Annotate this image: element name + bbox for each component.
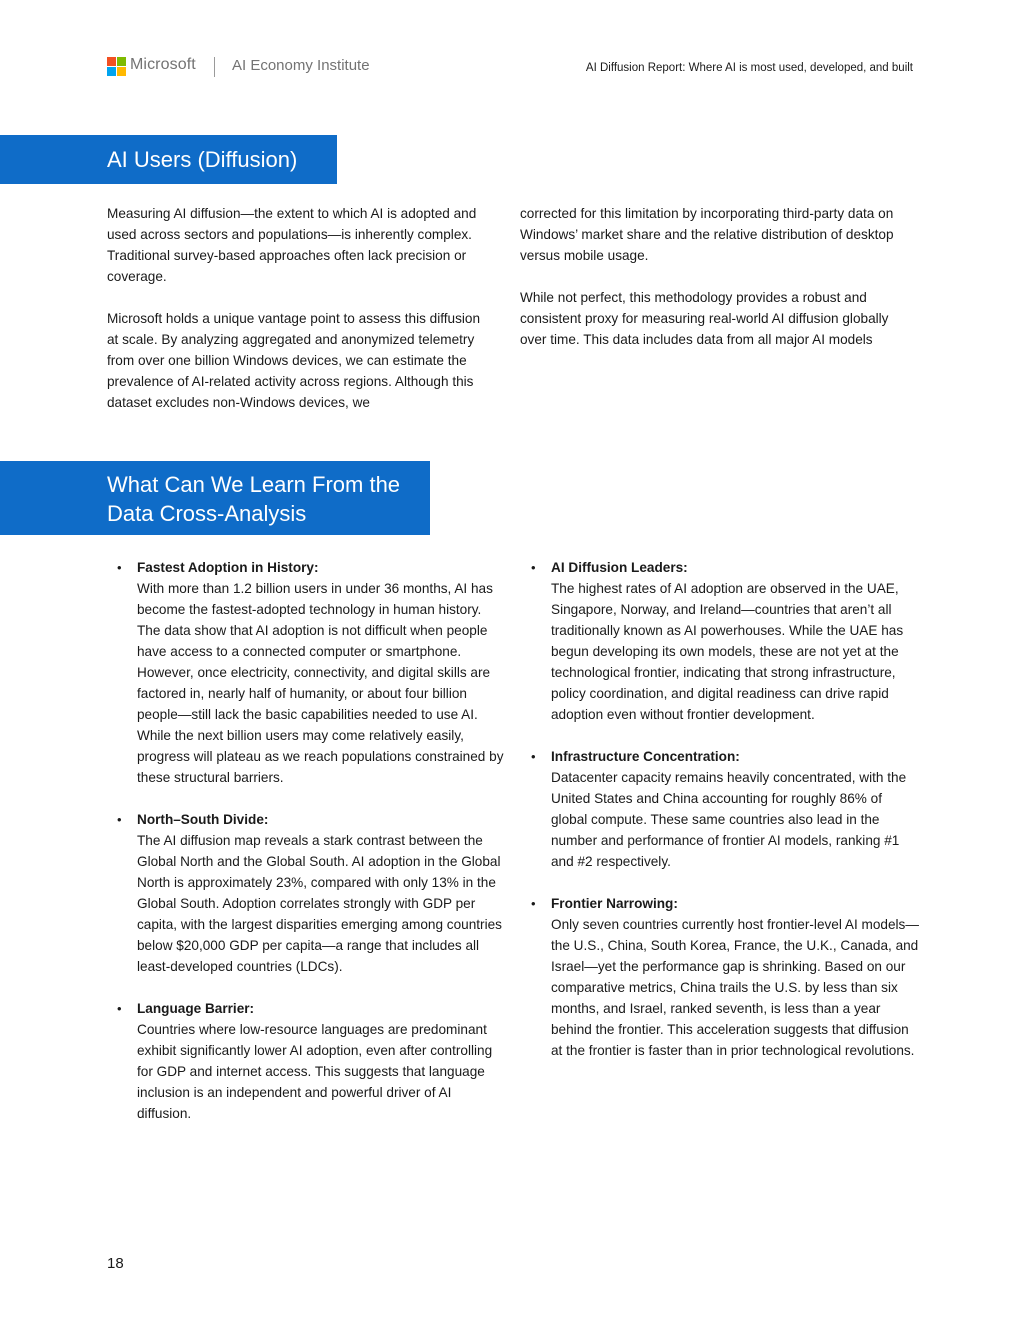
intro-paragraph: corrected for this limitation by incorporating third-party data on Windows’ market share and the relative distribution of desktop versus mobile usage. (520, 206, 894, 263)
finding-title: Language Barrier: (137, 1001, 255, 1016)
bullet-icon: • (117, 812, 122, 827)
finding-title: Frontier Narrowing: (551, 896, 678, 911)
finding-item (108, 809, 508, 977)
bullet-icon: • (117, 560, 122, 575)
finding-body: Countries where low-resource languages are predominant exhibit significantly lower AI adoption, even after controlling for GDP and internet access. This suggests that language inclusion is an independent and powerful driver of AI diffusion. (137, 1022, 493, 1121)
report-title: AI Diffusion Report: Where AI is most used, developed, and built (585, 62, 913, 74)
finding-title: Infrastructure Concentration: (551, 749, 740, 764)
institute-name: AI Economy Institute (232, 57, 370, 74)
intro-paragraph: While not perfect, this methodology provides a robust and consistent proxy for measuring real-world AI diffusion globally over time. This data includes data from all major AI models (520, 290, 889, 347)
finding-body: Datacenter capacity remains heavily concentrated, with the United States and China accounting for roughly 86% of global compute. These same countries also lead in the number and performance of frontier AI models, ranking #1 and #2 respectively. (551, 770, 907, 869)
page-header (0, 0, 1020, 100)
finding-body: With more than 1.2 billion users in under 36 months, AI has become the fastest-adopted technology in human history. The data show that AI adoption is not difficult when people have access to a connected computer or smartphone. However, once electricity, connectivity, and digital skills are factored in, nearly half of humanity, or about four billion people—still lack the basic capabilities needed to use AI. While the next billion users may come relatively easily, progress will plateau as we reach populations constrained by these structural barriers. (137, 581, 504, 785)
page-number: 18 (107, 1255, 124, 1272)
finding-title: AI Diffusion Leaders: (551, 560, 688, 575)
intro-right-column (520, 203, 916, 371)
bullet-icon: • (531, 896, 536, 911)
section-heading-line: Data Cross-Analysis (107, 501, 307, 526)
microsoft-logo-icon (107, 57, 126, 76)
finding-item (522, 746, 922, 872)
brand-divider (214, 57, 215, 77)
finding-item (108, 998, 508, 1124)
intro-left-column (107, 203, 495, 434)
brand-name: Microsoft (130, 56, 196, 73)
finding-body: The AI diffusion map reveals a stark contrast between the Global North and the Global South. AI adoption in the Global North is approximately 23%, compared with only 13% in the Global South. Adoption correlates strongly with GDP per capita, with the largest disparities emerging among countries below $20,000 GDP per capita—a range that includes all least-developed countries (LDCs). (137, 833, 502, 974)
findings-right-column (522, 557, 922, 1082)
findings-left-column (108, 557, 508, 1145)
finding-item (108, 557, 508, 788)
finding-item (522, 893, 922, 1061)
section-heading-ai-users: AI Users (Diffusion) (0, 135, 337, 184)
section-heading-cross-analysis (0, 461, 430, 535)
finding-body: Only seven countries currently host frontier-level AI models—the U.S., China, South Korea, France, the U.K., Canada, and Israel—yet the performance gap is shrinking. Based on our comparative metrics, China trails the U.S. by less than six months, and Israel, ranked seventh, is less than a year behind the frontier. This acceleration suggests that diffusion at the frontier is faster than in prior technological revolutions. (551, 917, 919, 1058)
finding-body: The highest rates of AI adoption are observed in the UAE, Singapore, Norway, and Ireland—countries that aren’t all traditionally known as AI powerhouses. While the UAE has begun developing its own models, these are not yet at the technological frontier, indicating that strong infrastructure, policy coordination, and digital readiness can drive rapid adoption even without frontier development. (551, 581, 904, 722)
finding-item (522, 557, 922, 725)
finding-title: North–South Divide: (137, 812, 269, 827)
intro-paragraph: Microsoft holds a unique vantage point to assess this diffusion at scale. By analyzing aggregated and anonymized telemetry from over one billion Windows devices, we can estimate the prevalence of AI-related activity across regions. Although this dataset excludes non-Windows devices, we (107, 311, 481, 410)
bullet-icon: • (531, 560, 536, 575)
finding-title: Fastest Adoption in History: (137, 560, 319, 575)
intro-paragraph: Measuring AI diffusion—the extent to which AI is adopted and used across sectors and populations—is inherently complex. Traditional survey-based approaches often lack precision or coverage. (107, 206, 477, 284)
section-heading-line: What Can We Learn From the (107, 472, 401, 497)
bullet-icon: • (117, 1001, 122, 1016)
bullet-icon: • (531, 749, 536, 764)
